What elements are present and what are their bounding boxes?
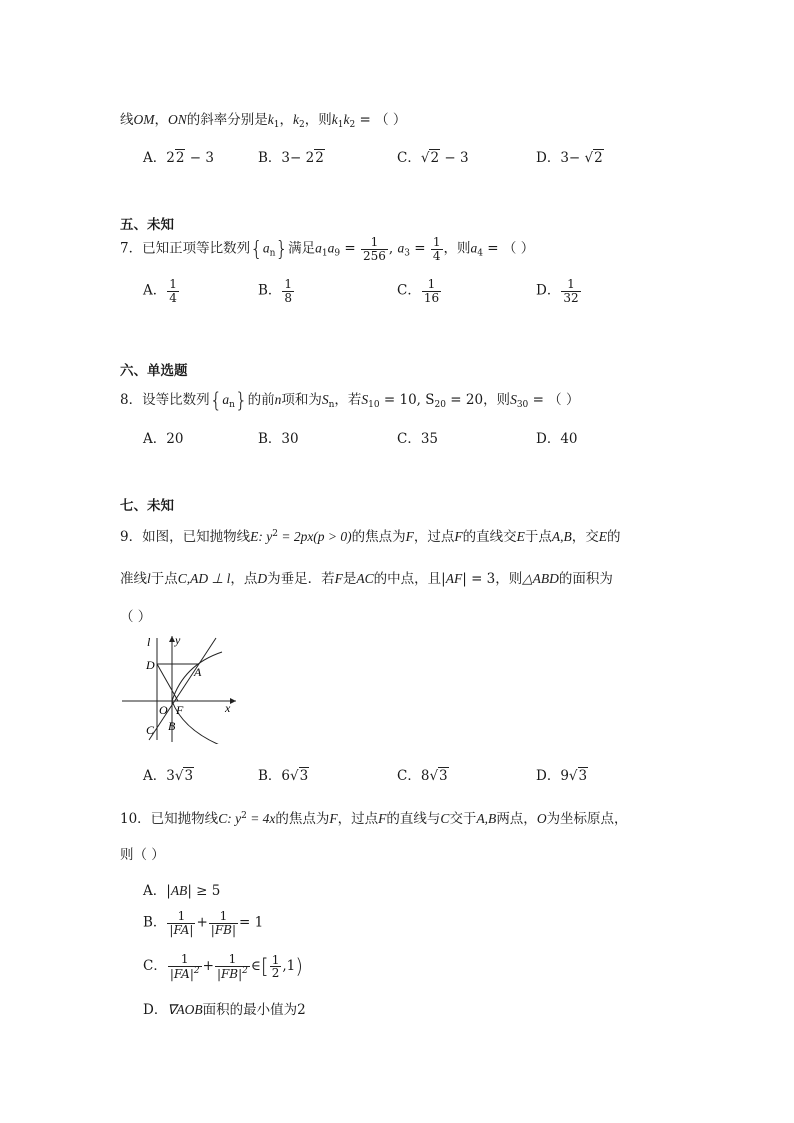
q10-option-d[interactable] <box>143 998 306 1018</box>
q9-var: AF <box>445 571 463 586</box>
q6-text: ， <box>154 112 168 128</box>
radical: 3 <box>439 768 448 784</box>
option-value: = 1 <box>239 914 264 931</box>
label-d: D <box>146 658 155 672</box>
option-label: A． <box>143 768 167 784</box>
option-fraction: $\frac{1}{16}$ <box>423 277 440 305</box>
q9-text: ，过点 <box>413 529 455 545</box>
q9-text: ，则 <box>495 571 523 587</box>
option-value: 2 <box>166 150 175 166</box>
q8-text: ，则 <box>483 392 511 408</box>
q7-option-d[interactable] <box>536 278 582 304</box>
q8-text: 8．设等比数列 <box>120 392 210 408</box>
q9-var: : y <box>258 529 273 544</box>
option-label: B． <box>258 768 282 784</box>
q7-option-a[interactable] <box>143 278 180 304</box>
q9-option-a[interactable]: A．3√3 <box>143 768 194 784</box>
radical: 2 <box>175 150 185 166</box>
q9-text: 的焦点为 <box>351 529 406 545</box>
q7-option-c[interactable] <box>397 278 442 304</box>
radical: 3 <box>299 768 309 784</box>
option-fraction: $\frac{1}{32}$ <box>563 277 579 305</box>
q9-var: D <box>257 571 268 586</box>
q10-text: 10．已知抛物线 <box>120 811 219 827</box>
q6-text: ，则 <box>304 112 332 128</box>
q9-text: ，点 <box>230 571 258 587</box>
option-value: 6 <box>281 768 291 784</box>
q10-var: = 4x <box>246 811 276 826</box>
option-value: 3− 2 <box>281 150 315 166</box>
interval-fraction: $\frac{1}{2}$ <box>271 952 280 981</box>
option-label: B． <box>258 431 282 447</box>
option-value: 3− <box>560 150 585 166</box>
q10-option-b[interactable] <box>143 910 263 936</box>
option-label: B． <box>143 914 167 931</box>
option-fraction: $\frac{1}{|FA|}$ <box>169 909 194 937</box>
q7-a3-fraction: $\frac{1}{4}$ <box>432 235 441 263</box>
q7-condition-fraction: $\frac{1}{256}$ <box>362 235 386 263</box>
q6-option-d[interactable]: D．3− √2 <box>536 150 603 166</box>
q6-stem: 线OM，ON的斜率分别是$k_1$，$k_2$，则$k_1k_2$ = （ ） <box>120 112 407 130</box>
q9-var: △ABD <box>522 571 559 586</box>
option-label: D． <box>536 150 561 166</box>
q8-option-a[interactable] <box>143 427 183 447</box>
section-heading-7: 七、未知 <box>120 498 174 514</box>
option-label: D． <box>536 768 561 784</box>
q6-om: OM <box>133 112 155 127</box>
q6-option-c[interactable]: C．√2 − 3 <box>397 150 469 166</box>
option-value: ≥ 5 <box>196 883 221 899</box>
q10-option-c[interactable]: C． $\frac{1}{|FA|^2}$ + $\frac{1}{|FB|^2}$ ∈[ $\frac{1}{2}$ ,1) <box>143 952 304 981</box>
option-label: D． <box>143 1002 168 1018</box>
q10-var: F <box>329 811 338 826</box>
q8-text: 项和为 <box>281 392 322 408</box>
q9-text: 的 <box>607 529 621 545</box>
q9-option-b[interactable]: B．6√3 <box>258 768 309 784</box>
q9-var: E <box>516 529 525 544</box>
q9-option-c[interactable]: C．8√3 <box>397 768 448 784</box>
q9-var: F <box>454 529 463 544</box>
q8-stem: 8．设等比数列$\{a_n\}$的前n项和为$S_n$，若$S_{10} = 10$, $S_{20} = 20$，则$S_{30}$ = （ ） <box>120 388 580 412</box>
label-y: y <box>175 633 181 647</box>
option-fraction: $\frac{1}{4}$ <box>169 277 177 305</box>
plus-sign: + <box>196 914 208 931</box>
q8-option-d[interactable] <box>536 427 578 447</box>
q9-text: 9．如图，已知抛物线 <box>120 529 251 545</box>
option-label: A． <box>143 150 167 166</box>
option-value: ,1 <box>282 958 296 975</box>
option-label: B． <box>258 150 282 166</box>
q9-text: 的面积为 <box>558 571 613 587</box>
option-label: D． <box>536 282 561 299</box>
q10-var: C <box>218 811 228 826</box>
option-value: 2 <box>297 1002 306 1018</box>
option-value: 8 <box>420 768 430 784</box>
q10-stem-line2: 则（ ） <box>120 847 165 863</box>
q6-text: 的斜率分别是 <box>186 112 268 128</box>
q9-text: 准线 <box>120 571 147 587</box>
q9-stem-line3: （ ） <box>120 609 152 625</box>
q10-text: ，过点 <box>337 811 379 827</box>
q8-option-c[interactable] <box>397 427 438 447</box>
q9-text: 于点 <box>524 529 552 545</box>
q9-text: 的中点，且 <box>373 571 442 587</box>
option-label: A． <box>143 431 167 447</box>
label-a: A <box>194 665 202 679</box>
option-value: 3 <box>166 768 175 784</box>
q7-text: 满足 <box>288 240 316 257</box>
q9-text: 为垂足．若 <box>267 571 335 587</box>
option-label: B． <box>258 282 282 299</box>
q9-text: 的直线交 <box>462 529 517 545</box>
element-of-sign: ∈ <box>250 958 261 975</box>
radical: 3 <box>578 768 588 784</box>
q9-var: E <box>250 529 259 544</box>
option-value: 30 <box>281 431 299 447</box>
option-var: AB <box>170 883 188 898</box>
option-fraction: $\frac{1}{|FB|}$ <box>210 909 237 937</box>
q9-option-d[interactable]: D．9√3 <box>536 768 588 784</box>
option-label: A． <box>143 883 167 899</box>
option-label: A． <box>143 282 167 299</box>
option-label: C． <box>143 958 167 975</box>
q9-stem-line2: 准线l于点C,AD ⊥ l，点D为垂足．若F是AC的中点，且|AF| = 3，则△ABD的面积为 <box>120 571 613 587</box>
q6-on: ON <box>168 112 187 127</box>
q7-option-b[interactable] <box>258 278 295 304</box>
option-label: C． <box>397 150 421 166</box>
x-axis-arrow <box>230 698 236 704</box>
option-value: 20 <box>166 431 184 447</box>
focal-line <box>149 638 216 740</box>
label-b: B <box>168 719 176 733</box>
q9-condition: = 3 <box>471 571 496 587</box>
q8-option-b[interactable] <box>258 427 299 447</box>
q9-var: E <box>598 529 608 544</box>
label-l: l <box>147 635 151 649</box>
option-fraction: $\frac{1}{|FA|^2}$ <box>169 952 200 981</box>
q10-text: 交于 <box>449 811 477 827</box>
q7-text: ，则 <box>443 240 471 257</box>
q9-var: C,AD ⊥ l <box>177 571 231 586</box>
q6-option-a[interactable] <box>143 146 214 166</box>
option-value: − 3 <box>185 150 214 166</box>
option-value: 40 <box>560 431 578 447</box>
q9-text: 是 <box>342 571 357 587</box>
q7-stem: 7．已知正项等比数列$\{a_n\}$满足$a_1a_9$ = $\frac{1}{256}$ , $a_3$ = $\frac{1}{4}$ ，则$a_4$ = （ ） <box>120 235 535 263</box>
radical: 2 <box>315 150 324 166</box>
option-label: C． <box>397 768 421 784</box>
section-heading-6: 六、单选题 <box>120 363 188 379</box>
label-x: x <box>225 701 231 715</box>
option-label: D． <box>536 431 561 447</box>
label-f: F <box>176 703 184 717</box>
q9-stem-line1: 9．如图，已知抛物线E: $y^2 = 2px(p > 0)$的焦点为F，过点F的直线交E于点A,B，交E的 <box>120 529 621 545</box>
q10-var: C <box>440 811 450 826</box>
q9-text: 于点 <box>150 571 178 587</box>
q10-option-a[interactable]: A．|AB| ≥ 5 <box>143 883 221 899</box>
q10-var: : y <box>227 811 242 826</box>
q9-figure <box>118 632 242 744</box>
option-fraction: $\frac{1}{8}$ <box>284 277 293 305</box>
q10-text: 的直线与 <box>386 811 441 827</box>
q10-var: O <box>536 811 547 826</box>
q8-text: 的前 <box>247 392 275 408</box>
q8-eq: = （ ） <box>532 392 580 408</box>
q10-text: 的焦点为 <box>275 811 330 827</box>
q6-text: 线 <box>120 112 134 128</box>
q9-var: F <box>405 529 414 544</box>
q7-eq: = （ ） <box>487 240 535 257</box>
q6-k2: k <box>293 112 299 127</box>
q9-var: AC <box>356 571 374 586</box>
option-value: 35 <box>420 431 439 447</box>
q10-var: F <box>378 811 387 826</box>
option-var: ∇AOB <box>167 1002 203 1017</box>
option-text: 面积的最小值为 <box>202 1002 298 1018</box>
q9-var: = 2px(p > 0) <box>277 529 352 544</box>
q9-var: l <box>147 571 151 586</box>
label-o: O <box>159 703 168 717</box>
option-value: 9 <box>560 768 569 784</box>
q6-k1: k <box>267 112 274 127</box>
q8-text: ，若 <box>334 392 362 408</box>
radical: 2 <box>594 150 603 166</box>
q9-text: ，交 <box>571 529 599 545</box>
q8-condition: = 10, S <box>383 392 435 408</box>
radical: 3 <box>184 768 194 784</box>
option-value: − 3 <box>440 150 469 166</box>
q10-text: 为坐标原点， <box>546 811 628 827</box>
section-heading-5: 五、未知 <box>120 217 174 233</box>
q7-text: 7．已知正项等比数列 <box>120 240 251 257</box>
q6-eq: = （ ） <box>359 112 407 128</box>
q10-text: 两点， <box>496 811 537 827</box>
q9-var: F <box>334 571 343 586</box>
plus-sign: + <box>202 958 214 975</box>
q9-var: A,B <box>551 529 572 544</box>
q10-stem-line1: 10．已知抛物线C: $y^2 = 4x$的焦点为F，过点F的直线与C交于A,B两点，O为坐标原点， <box>120 811 628 827</box>
label-c: C <box>146 723 155 737</box>
q10-var: A,B <box>476 811 497 826</box>
radical: 2 <box>430 150 440 166</box>
option-fraction: $\frac{1}{|FB|^2}$ <box>216 952 248 981</box>
segment-df <box>157 664 178 701</box>
option-label: C． <box>397 431 421 447</box>
q8-condition: = 20 <box>450 392 484 408</box>
option-label: C． <box>397 282 421 299</box>
q6-option-b[interactable] <box>258 146 325 166</box>
